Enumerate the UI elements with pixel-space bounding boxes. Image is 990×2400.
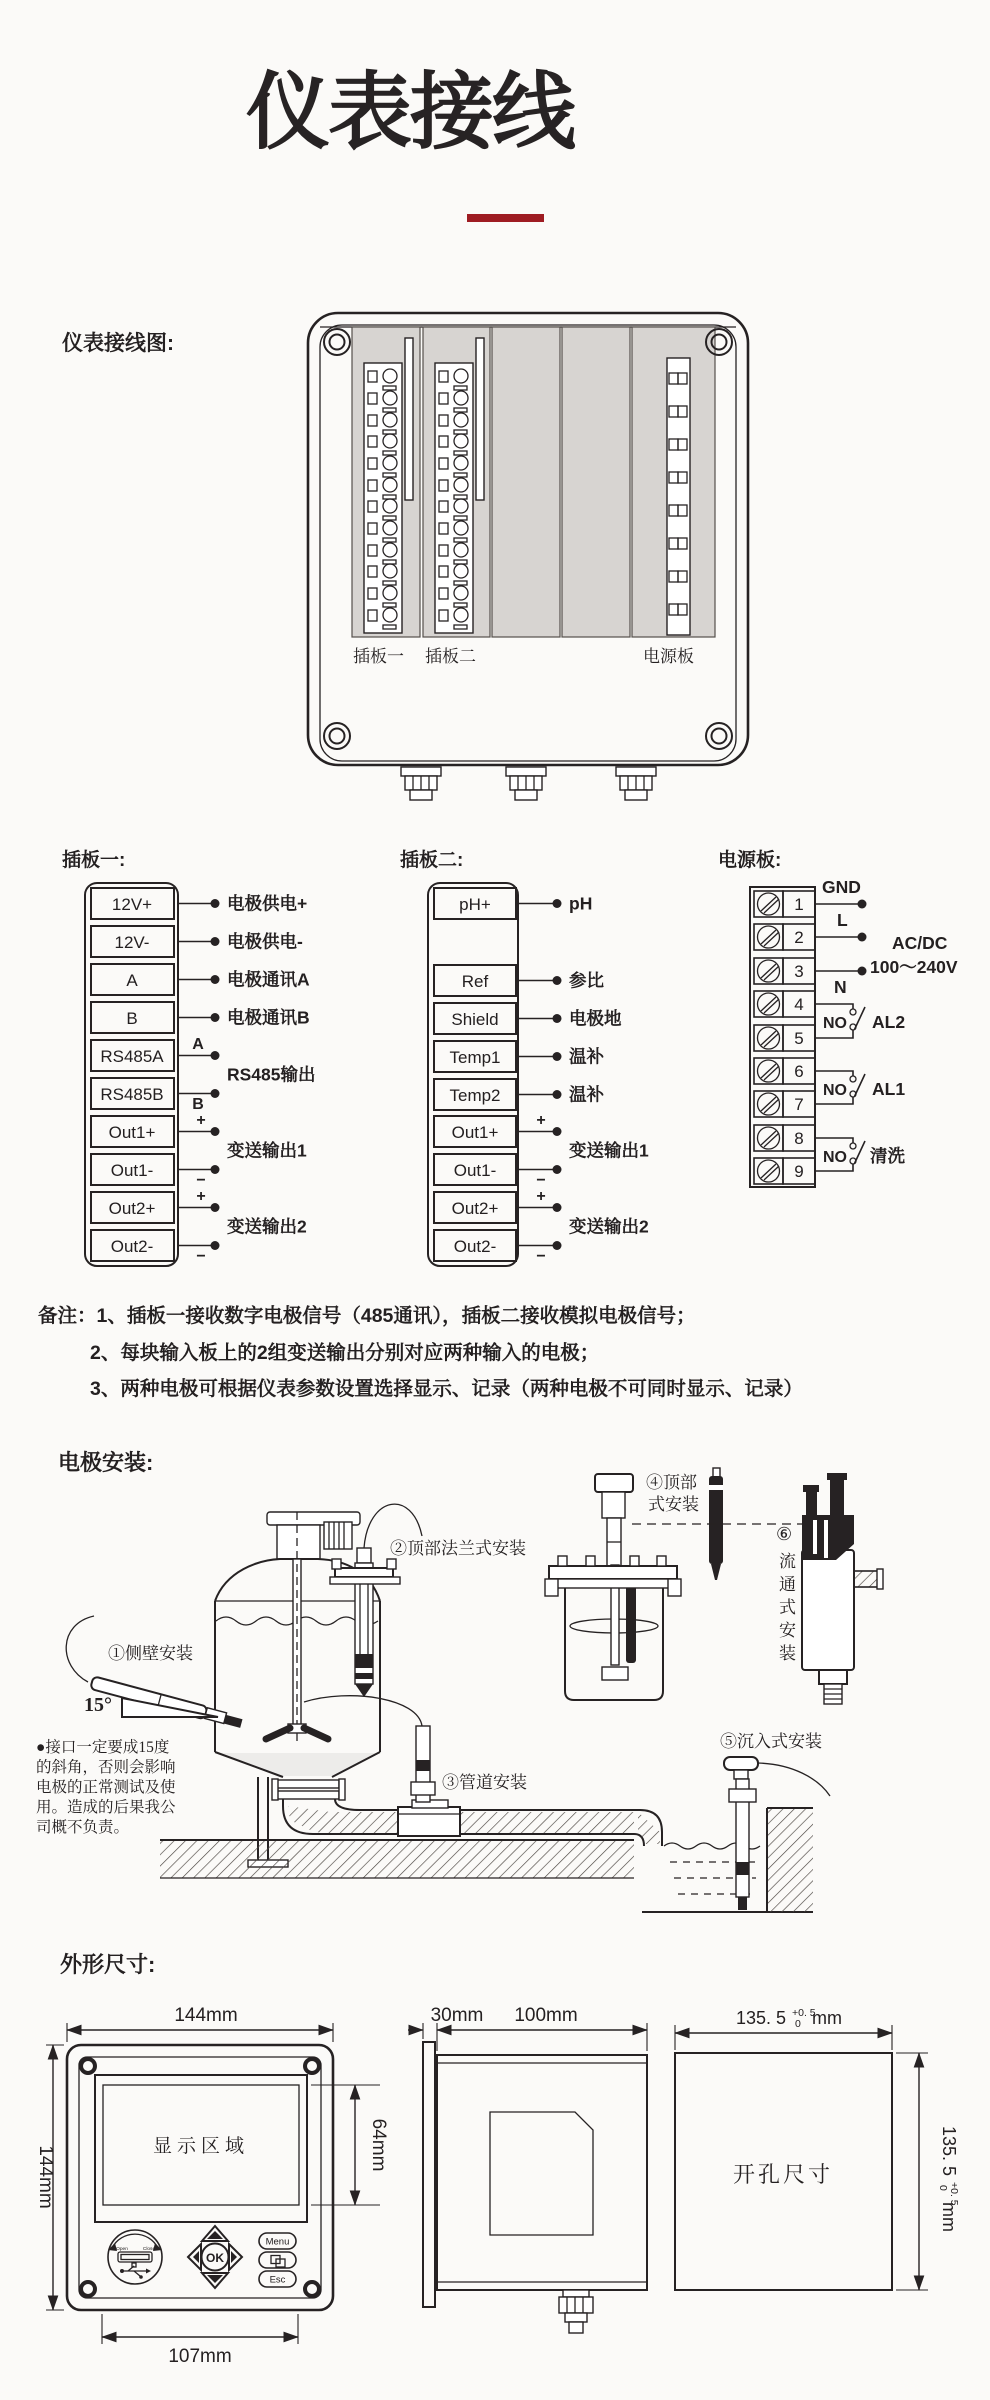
install-label-sink: ⑤沉入式安装 <box>720 1732 822 1751</box>
pipe-drawing <box>283 1799 662 1846</box>
install-label-flow-char: 式 <box>779 1598 796 1617</box>
svg-text:+0. 5: +0. 5 <box>792 2007 816 2019</box>
svg-text:电极的正常测试及使: 电极的正常测试及使 <box>36 1779 176 1796</box>
svg-text:电极供电+: 电极供电+ <box>227 893 308 914</box>
svg-text:RS485输出: RS485输出 <box>227 1064 316 1085</box>
wiring-section-label: 仪表接线图: <box>62 332 174 355</box>
svg-text:135. 5: 135. 5 <box>736 2008 787 2028</box>
terminal: Out1+ <box>108 1123 156 1142</box>
svg-text:NO: NO <box>823 1015 847 1032</box>
svg-text:0: 0 <box>937 2185 949 2191</box>
install-warning-note <box>36 1738 176 1836</box>
svg-text:温补: 温补 <box>569 1084 604 1105</box>
page-title: 仪表接线 <box>245 65 574 159</box>
usb-icon <box>120 2263 151 2279</box>
board1-header: 插板一: <box>62 850 126 871</box>
hole-label: 开孔尺寸 <box>732 2162 834 2187</box>
nav-pad <box>188 2226 242 2288</box>
relay-al2 <box>815 1004 905 1038</box>
terminal: Out1- <box>110 1161 154 1180</box>
install-label-flow-char: 流 <box>779 1552 796 1571</box>
terminal: Out1+ <box>451 1123 499 1142</box>
mark-plus: + <box>536 1112 546 1129</box>
display-area-label: 显示区域 <box>152 2136 250 2157</box>
cutout-drawing <box>675 2007 960 2290</box>
note-line-1: 备注：1、插板一接收数字电极信号（485通讯），插板二接收模拟电极信号； <box>38 1305 696 1327</box>
svg-text:3: 3 <box>794 962 804 981</box>
label-line: L <box>837 910 848 930</box>
dim-display-height: 64mm <box>368 2118 389 2172</box>
terminal: Out2+ <box>108 1199 156 1218</box>
svg-text:变送输出2: 变送输出2 <box>569 1216 649 1237</box>
install-section-label: 电极安装: <box>58 1450 154 1475</box>
relay-al1 <box>815 1071 905 1104</box>
terminal: RS485A <box>100 1047 164 1066</box>
dim-bottom-width: 107mm <box>168 2346 232 2367</box>
label-gnd: GND <box>822 877 861 897</box>
slot-label-board1: 插板一 <box>353 647 404 666</box>
svg-text:电极通讯A: 电极通讯A <box>227 969 310 990</box>
dim-body-depth: 100mm <box>514 2005 578 2026</box>
svg-text:AL1: AL1 <box>872 1079 906 1099</box>
install-angle: 15° <box>84 1694 112 1716</box>
slot-empty2 <box>562 327 630 637</box>
slot-empty1 <box>492 327 560 637</box>
terminal: B <box>126 1009 138 1028</box>
mark-a: A <box>192 1036 204 1053</box>
svg-text:1: 1 <box>794 895 804 914</box>
usb-open-label: Open <box>116 2247 128 2252</box>
svg-text:OK: OK <box>206 2251 224 2265</box>
cable-gland <box>401 767 441 800</box>
dimensions-drawing <box>30 1930 960 2400</box>
page-button <box>259 2252 296 2268</box>
svg-text:Menu: Menu <box>265 2236 290 2248</box>
side-gland <box>559 2290 593 2333</box>
terminal: Ref <box>461 972 489 991</box>
dims-section-label: 外形尺寸: <box>60 1952 156 1977</box>
front-panel-drawing <box>35 2005 389 2367</box>
svg-text:NO: NO <box>823 1149 847 1166</box>
terminal: Out1- <box>453 1161 497 1180</box>
install-label-flange: ②顶部法兰式安装 <box>390 1539 526 1558</box>
svg-text:电极供电-: 电极供电- <box>227 931 303 952</box>
dim-front-height: 144mm <box>35 2145 56 2209</box>
enclosure-drawing <box>300 300 770 812</box>
board2-signal-labels <box>569 894 649 1237</box>
svg-text:司概不负责。: 司概不负责。 <box>36 1819 130 1836</box>
svg-text:NO: NO <box>823 1082 847 1099</box>
mark-plus: + <box>196 1112 206 1129</box>
svg-text:用。造成的后果我公: 用。造成的后果我公 <box>36 1799 176 1816</box>
terminal: Out2+ <box>451 1199 499 1218</box>
board1-diagram <box>55 838 365 1290</box>
slot-label-power: 电源板 <box>643 647 694 666</box>
svg-text:的斜角，否则会影响: 的斜角，否则会影响 <box>36 1759 176 1776</box>
terminal: 12V- <box>114 933 150 952</box>
terminal: Temp2 <box>449 1086 501 1105</box>
svg-text:2: 2 <box>794 928 804 947</box>
relay-wash <box>815 1138 905 1171</box>
install-label-pipe: ③管道安装 <box>442 1773 527 1792</box>
mark-minus: − <box>536 1172 546 1189</box>
board1-cells <box>91 888 174 1261</box>
terminal: Out2- <box>110 1237 154 1256</box>
svg-text:变送输出1: 变送输出1 <box>569 1140 649 1161</box>
label-neutral: N <box>834 977 847 997</box>
svg-text:7: 7 <box>794 1095 804 1114</box>
cable-gland <box>506 767 546 800</box>
svg-text:Esc: Esc <box>269 2274 286 2286</box>
board1-signal-labels <box>227 894 316 1237</box>
power-diagram <box>700 838 990 1203</box>
svg-text:8: 8 <box>794 1129 804 1148</box>
svg-text:+0. 5: +0. 5 <box>948 2182 960 2206</box>
svg-text:6: 6 <box>794 1062 804 1081</box>
mark-minus: − <box>536 1248 546 1265</box>
usb-close-label: Close <box>142 2247 156 2252</box>
mark-plus: + <box>536 1188 546 1205</box>
terminal: A <box>126 971 138 990</box>
power-strip <box>667 358 690 635</box>
terminal: 12V+ <box>111 895 153 914</box>
svg-text:mm: mm <box>812 2008 842 2028</box>
terminal: Out2- <box>453 1237 497 1256</box>
dim-front-width: 144mm <box>174 2005 238 2026</box>
mark-plus: + <box>196 1188 206 1205</box>
svg-text:0: 0 <box>795 2018 801 2030</box>
svg-text:135. 5: 135. 5 <box>939 2126 959 2177</box>
install-label-top-1: ④顶部 <box>646 1473 697 1492</box>
svg-text:电极地: 电极地 <box>569 1008 622 1029</box>
install-label-flow-char: 通 <box>779 1575 796 1594</box>
dim-cutout-width <box>736 2007 842 2030</box>
svg-text:pH: pH <box>569 893 593 914</box>
flow-cell <box>802 1473 883 1704</box>
svg-text:5: 5 <box>794 1029 804 1048</box>
svg-text:变送输出1: 变送输出1 <box>227 1140 307 1161</box>
mark-minus: − <box>196 1248 206 1265</box>
install-label-top-2: 式安装 <box>648 1495 699 1514</box>
mark-minus: − <box>196 1172 206 1189</box>
board2-cells <box>434 888 516 1261</box>
mark-b: B <box>192 1096 204 1113</box>
svg-text:清洗: 清洗 <box>870 1146 905 1166</box>
svg-text:温补: 温补 <box>569 1046 604 1067</box>
svg-text:参比: 参比 <box>569 970 604 991</box>
board2-diagram <box>395 838 705 1290</box>
function-buttons <box>259 2233 296 2287</box>
install-label-wall: ①侧壁安装 <box>108 1644 193 1663</box>
terminal: RS485B <box>100 1085 164 1104</box>
svg-text:电极通讯B: 电极通讯B <box>227 1007 310 1028</box>
svg-text:●接口一定要成15度: ●接口一定要成15度 <box>36 1739 170 1756</box>
dim-cutout-height <box>937 2126 960 2232</box>
install-label-flow-char: 装 <box>779 1644 796 1663</box>
power-rows <box>754 891 815 1184</box>
svg-text:mm: mm <box>939 2202 959 2232</box>
installation-drawing <box>30 1430 960 1925</box>
title-accent-bar <box>467 214 544 222</box>
note-line-2: 2、每块输入板上的2组变送输出分别对应两种输入的电极； <box>90 1342 600 1364</box>
slot-label-board2: 插板二 <box>425 647 476 666</box>
terminal: Temp1 <box>449 1048 501 1067</box>
power-header: 电源板: <box>718 850 782 871</box>
cable-gland <box>616 767 656 800</box>
side-view-drawing <box>408 2005 647 2333</box>
usb-port <box>108 2230 162 2284</box>
terminal: Shield <box>451 1010 499 1029</box>
install-label-flow-char: 安 <box>779 1621 796 1640</box>
svg-text:9: 9 <box>794 1162 804 1181</box>
svg-text:AL2: AL2 <box>872 1012 906 1032</box>
svg-text:变送输出2: 变送输出2 <box>227 1216 307 1237</box>
label-acdc: AC/DC <box>892 933 948 953</box>
terminal: pH+ <box>459 895 491 914</box>
board2-header: 插板二: <box>400 850 464 871</box>
label-voltage: 100～240V <box>870 957 958 977</box>
dim-bezel-depth: 30mm <box>430 2005 484 2026</box>
page-icon <box>271 2256 285 2268</box>
svg-text:4: 4 <box>794 995 804 1014</box>
note-line-3: 3、两种电极可根据仪表参数设置选择显示、记录（两种电极不可同时显示、记录） <box>90 1378 803 1400</box>
install-label-flow-num: ⑥ <box>776 1524 793 1544</box>
